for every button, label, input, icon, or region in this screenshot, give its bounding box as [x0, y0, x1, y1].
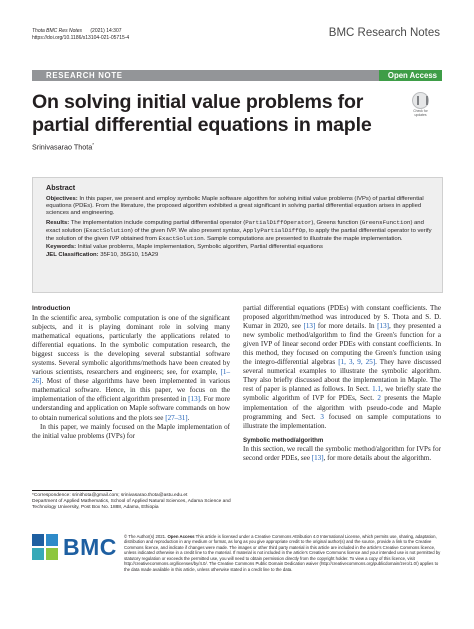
intro-paragraph-1: In the scientific area, symbolic computation is one of the significant subjects, and it is playing dominant role in solving many mathematical equations, particularly the applications related to differential equations. In the symbolic computation research, the biggest success is the developing several substantial software systems. Several symbolic algorithms/methods have been created by various scientists, researchers and engineers; see, for example, [1–26]. Most of these algorithms have been implemented in various mathematical software. Hence, in this paper, we focus on the implementation of the efficient algorithm presented in [13]. For more understanding and application on Maple software commands on how to obtain numerical solutions and the plots see [27–31].	[32, 314, 230, 422]
bmc-wordmark: BMC	[63, 534, 117, 560]
author-affiliation: Department of Applied Mathematics, School of Applied Natural Sciences, Adama Science and Technology University, Post Box No. 1888, Adama, Ethiopia	[32, 499, 231, 511]
author-line	[32, 142, 94, 151]
article-title: On solving initial value problems for partial differential equations in maple	[32, 91, 372, 136]
journal-name: BMC Research Notes	[328, 27, 440, 39]
body-left-column	[32, 304, 230, 441]
intro-heading: Introduction	[32, 305, 71, 312]
body-right-column	[243, 304, 441, 463]
section-link[interactable]: 2	[377, 394, 381, 403]
article-type-label: RESEARCH NOTE	[46, 71, 123, 80]
abstract-jel: JEL Classification: 35F10, 35G10, 15A29	[46, 252, 159, 259]
citation-link[interactable]: [13]	[188, 395, 200, 404]
abstract-keywords: Keywords: Initial value problems, Maple implementation, Symbolic algorithm, Partial differential equations	[46, 244, 323, 251]
correspondence-mark: *	[92, 142, 94, 147]
subsection-paragraph: In this section, we recall the symbolic method/algorithm for IVPs for second order PDEs, see [13], for more details about the algorithm.	[243, 444, 441, 462]
updates-line1: Check for	[413, 109, 428, 113]
abstract-box	[32, 177, 443, 293]
abstract-results: Results: The implementation include computing partial differential operator (PartialDiffOperator), Greens function (GreensFunction) and exact solution (ExactSolution) of the given IVP. We also present syntax, ApplyPartialDiffOp, to apply the partial differential operator to verify the solution of the given IVP obtained from ExactSolution. Sample computations are presented to illustrate the maple implementation.	[46, 218, 432, 243]
check-for-updates-button[interactable]	[407, 92, 434, 118]
bmc-logo	[32, 532, 117, 562]
citation-link[interactable]: [1, 3, 9, 25]	[338, 358, 376, 367]
year-volume: (2021) 14:307	[90, 28, 122, 34]
open-access-badge: Open Access	[379, 70, 442, 81]
footnote-rule	[32, 490, 112, 491]
doi-link[interactable]: https://doi.org/10.1186/s13104-021-05715-4	[32, 35, 130, 41]
check-updates-icon	[412, 92, 429, 109]
citation-link[interactable]: [13]	[303, 322, 316, 331]
license-text: © The Author(s) 2021. Open Access This article is licensed under a Creative Commons Attribution 4.0 International License, which permits use, sharing, adaptation, distribution and reproduction in any medium or format, as long as you give appropriate credit to the original author(s) and the source, provide a link to the Creative Commons licence, and indicate if changes were made. The images or other third party material in this article are included in the article's Creative Commons licence, unless indicated otherwise in a credit line to the material. If material is not included in the article's Creative Commons licence and your intended use is not permitted by statutory regulation or exceeds the permitted use, you will need to obtain permission directly from the copyright holder. To view a copy of this licence, visit http://creativecommons.org/licenses/by/4.0/. The Creative Commons Public Domain Dedication waiver (http://creativecommons.org/publicdomain/zero/1.0/) applies to the data made available in this article, unless otherwise stated in a credit line to the data.	[124, 534, 441, 572]
abstract-objectives: Objectives: In this paper, we present and employ symbolic Maple software algorithm for solving initial value problems (IVPs) of partial differential equations (PDEs). From the literature, the proposed algorithm exhibited a great significant in solving partial differential equation arises in applied sciences and engineering.	[46, 196, 424, 217]
intro-paragraph-2-cont: partial differential equations (PDEs) with constant coefficients. The proposed algorithm/method was introduced by S. Thota and S. D. Kumar in 2020, see [13] for more details. In [13], they presented a new symbolic method/algorithm to find the Green's function for a given IVP of linear second order PDEs with constant coefficients. In this method, they focused on computing the Green's function using the integro-differential algebras [1, 3, 9, 25]. They have discussed several numerical examples to illustrate the symbolic algorithm. They also briefly discussed about the implementation in Maple. The rest of paper is planned as follows. In Sect. 1.1, we briefly state the symbolic algorithm of IVP for PDEs, Sect. 2 presents the Maple implementation of the algorithm with pseudo-code and Maple programming and Sect. 3 focused on sample computations to illustrate the implementation.	[243, 304, 442, 430]
bmc-squares-icon	[32, 534, 58, 560]
citation-link[interactable]: [13]	[311, 453, 324, 462]
subsection-heading: Symbolic method/algorithm	[243, 436, 324, 444]
updates-line2: updates	[414, 112, 427, 117]
article-meta	[32, 28, 129, 42]
section-link[interactable]: 1.1	[372, 385, 381, 394]
author-name: Srinivasarao Thota	[32, 142, 93, 152]
correspondence-email: *Correspondence: srinithota@gmail.com; srinivasarao.thota@astu.edu.et	[32, 493, 188, 498]
citation-link[interactable]: [27–31]	[165, 413, 188, 422]
intro-paragraph-2: In this paper, we mainly focused on the Maple implementation of the initial value problems (IVPs) for	[32, 422, 230, 440]
section-link[interactable]: 3	[320, 412, 324, 421]
abstract-heading: Abstract	[46, 183, 76, 192]
correspondence-footnote	[32, 493, 232, 512]
article-type-band	[32, 70, 442, 81]
journal-abbrev: Thota BMC Res Notes	[32, 28, 83, 34]
citation-link[interactable]: [13]	[377, 322, 389, 331]
citation-link[interactable]: [1–26]	[32, 368, 230, 386]
